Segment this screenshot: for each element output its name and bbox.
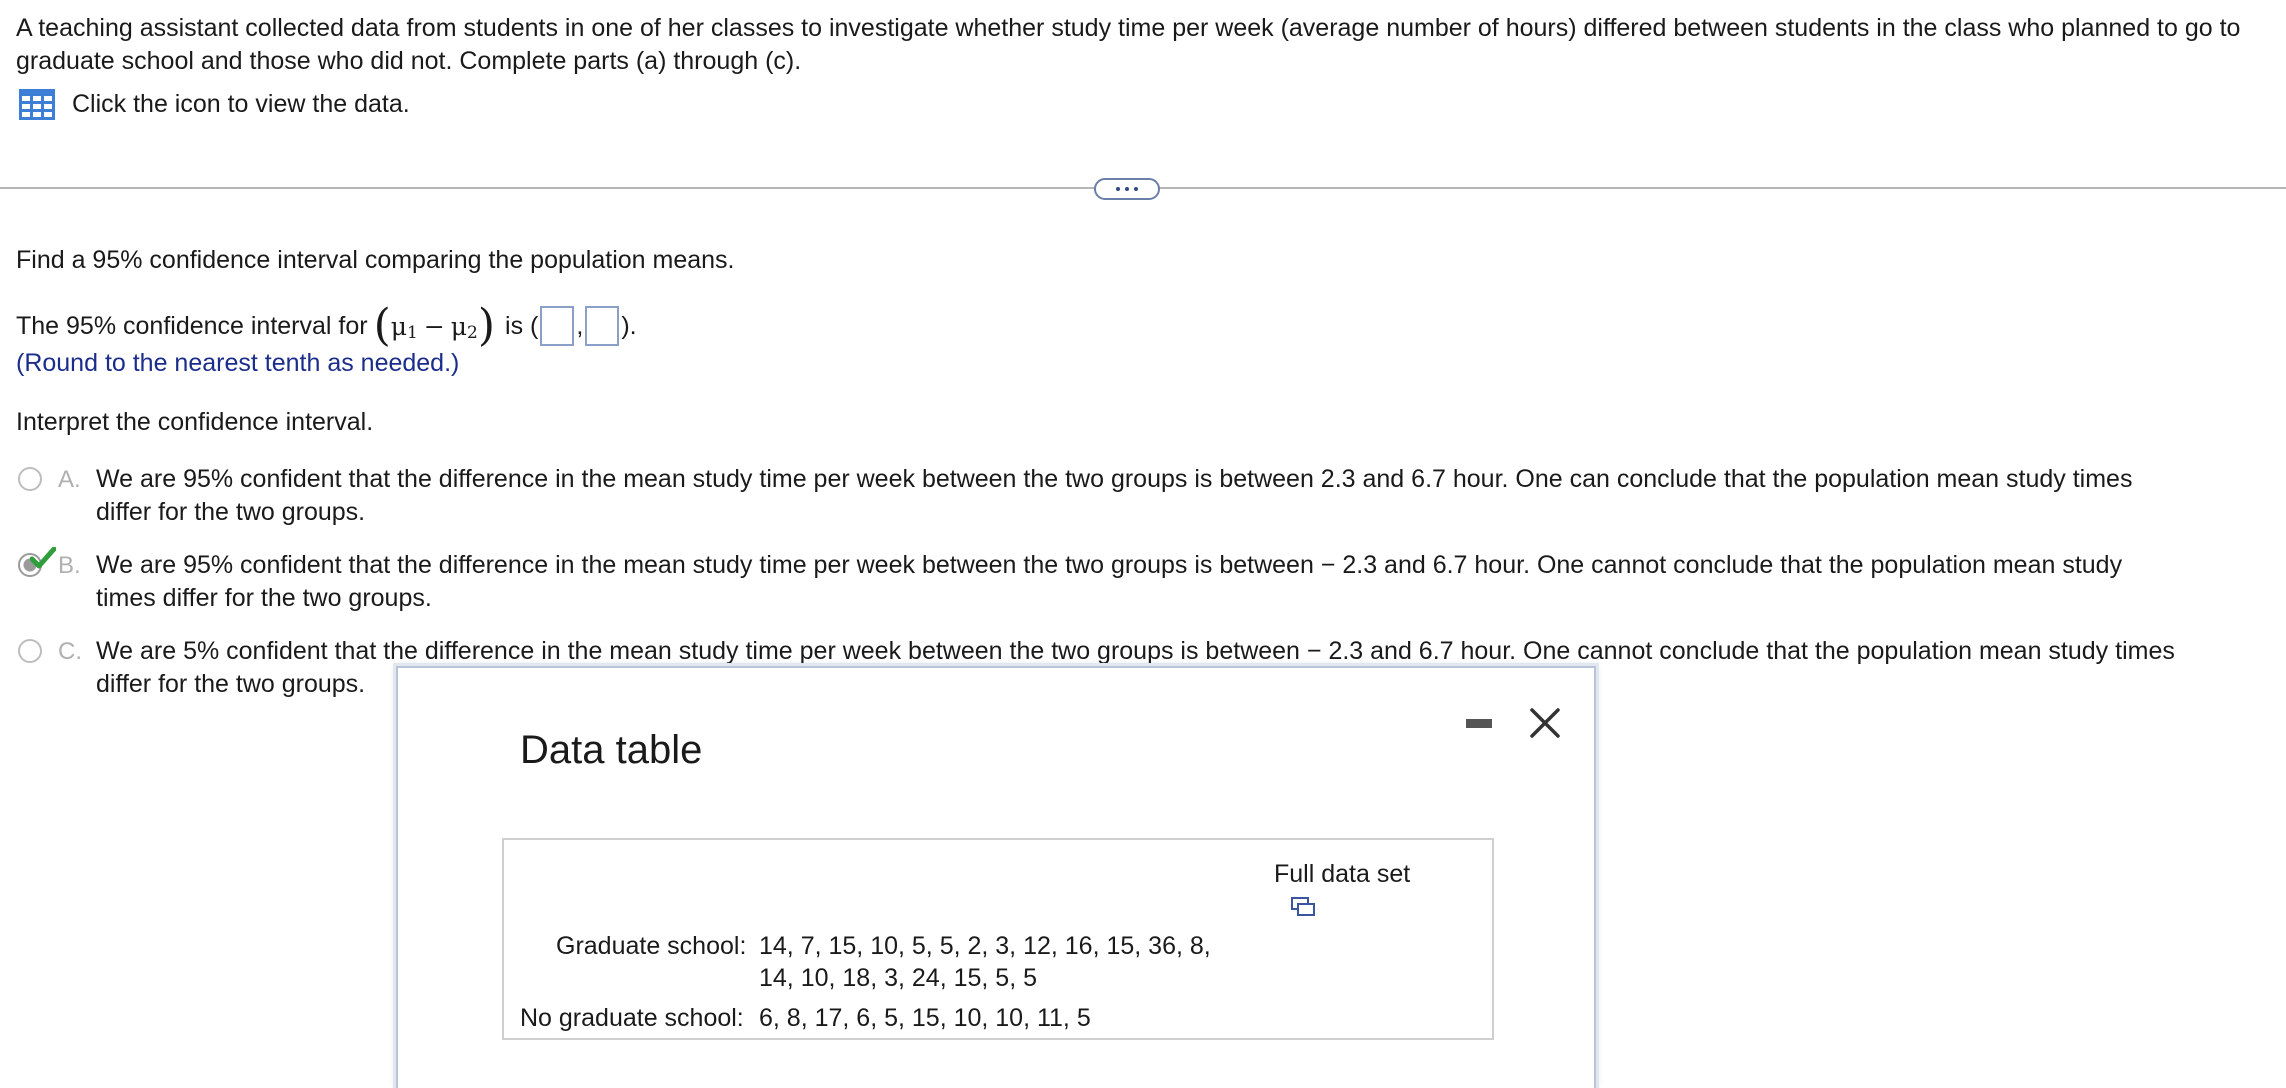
comma-separator: , (576, 311, 584, 340)
option-text-line: times differ for the two groups. (96, 584, 432, 612)
problem-statement: A teaching assistant collected data from students in one of her classes to investigate whether study time per week (average number of hours) differed between students in the class who planned to go to graduate school and those who did not. Complete parts (a) through (c). (16, 14, 2241, 75)
data-table (502, 838, 1494, 1040)
option-b[interactable] (18, 549, 2122, 615)
nograd-values: 6, 8, 17, 6, 5, 15, 10, 10, 11, 5 (759, 1004, 1091, 1032)
dot-icon (1134, 187, 1138, 191)
nograd-label: No graduate school: (520, 1004, 744, 1032)
option-letter: C. (58, 638, 82, 665)
dot-icon (1116, 187, 1120, 191)
rounding-hint: (Round to the nearest tenth as needed.) (16, 349, 460, 377)
option-letter: A. (58, 466, 81, 493)
upper-bound-input[interactable] (585, 306, 619, 346)
correct-check-icon (30, 547, 56, 569)
close-icon[interactable] (1526, 704, 1564, 742)
ci-prefix: The 95% confidence interval for (16, 311, 368, 340)
grad-values-cont: 14, 10, 18, 3, 24, 15, 5, 5 (759, 964, 1037, 992)
data-table-dialog (396, 666, 1596, 1088)
option-text-line: differ for the two groups. (96, 670, 366, 698)
interpret-prompt: Interpret the confidence interval. (16, 408, 374, 436)
radio-option-c[interactable] (18, 639, 42, 663)
close-paren: ). (621, 311, 637, 340)
grad-label: Graduate school: (556, 932, 747, 960)
confidence-interval-line (16, 300, 637, 351)
option-text-line: We are 95% confident that the difference in the mean study time per week between the two groups is between 2.3 and 6.7 hour. One can conclude that the population mean study times (96, 465, 2133, 493)
mu1-subscript: 1 (407, 322, 418, 343)
minus-sign: − (423, 311, 445, 341)
option-text-line: We are 95% confident that the difference in the mean study time per week between the two groups is between − 2.3 and 6.7 hour. One cannot conclude that the population mean study (96, 551, 2123, 579)
option-a[interactable] (18, 463, 2132, 529)
mu2-subscript: 2 (467, 322, 478, 343)
dot-icon (1125, 187, 1129, 191)
data-table-icon[interactable] (18, 88, 56, 121)
mu2-symbol: μ (450, 311, 468, 341)
option-text[interactable] (96, 463, 2132, 529)
dialog-title: Data table (520, 728, 703, 772)
lower-bound-input[interactable] (540, 306, 574, 346)
option-text-line: We are 5% confident that the difference in the mean study time per week between the two groups is between − 2.3 and 6.7 hour. One cannot conclude that the population mean study times (96, 637, 2175, 665)
option-text[interactable] (96, 549, 2122, 615)
minimize-button[interactable] (1466, 719, 1492, 728)
view-data-label[interactable]: Click the icon to view the data. (72, 90, 410, 118)
full-data-set-label: Full data set (1274, 860, 1411, 888)
expand-more-button[interactable] (1094, 178, 1160, 200)
radio-option-a[interactable] (18, 467, 42, 491)
radio-option-b[interactable] (18, 553, 42, 577)
grad-values: 14, 7, 15, 10, 5, 5, 2, 3, 12, 16, 15, 36, 8, (759, 932, 1211, 960)
mu1-symbol: μ (390, 311, 408, 341)
option-text-line: differ for the two groups. (96, 498, 366, 526)
copy-data-icon[interactable] (1290, 896, 1316, 918)
mu-difference-expression: ( μ 1 − μ 2 ) (373, 300, 496, 351)
is-label: is ( (505, 311, 539, 340)
view-data-link[interactable] (18, 88, 410, 121)
option-letter: B. (58, 552, 81, 579)
question-prompt: Find a 95% confidence interval comparing the population means. (16, 246, 735, 274)
